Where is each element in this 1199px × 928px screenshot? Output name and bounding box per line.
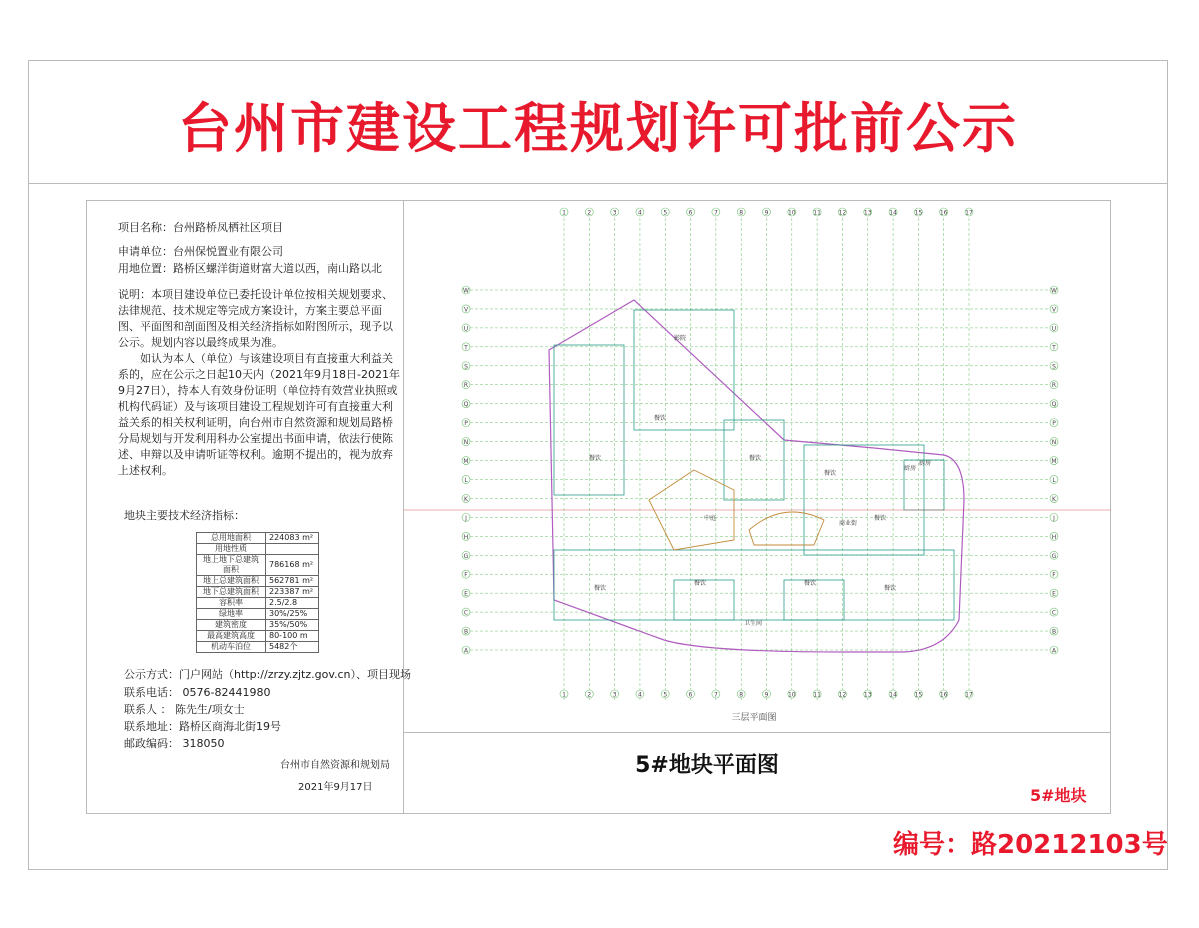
project-name: 项目名称：台州路桥凤栖社区项目 [118,221,283,234]
axis-label: Q [1051,401,1057,409]
axis-label: U [1051,325,1057,333]
axis-label: 15 [914,209,923,217]
indicator-value: 786168 m² [266,555,319,576]
axis-label: G [463,552,469,560]
axis-label: H [463,533,469,541]
contact-person: 联系人 ： 陈先生/项女士 [124,703,245,716]
document-code: 编号：路20212103号 [893,830,1168,860]
room-label: 餐饮 [589,455,602,462]
axis-label: 2 [587,691,592,699]
indicator-value: 5482个 [266,642,319,653]
axis-label: M [1051,458,1057,466]
axis-label: 17 [965,209,973,217]
postcode: 邮政编码： 318050 [124,737,225,750]
room-label: 餐饮 [654,415,667,422]
axis-label: H [1051,533,1057,541]
axis-label: Q [463,401,469,409]
indicator-row [197,598,319,609]
room-label: 商业街 [839,520,858,527]
axis-label: 14 [889,691,897,699]
axis-label: 16 [939,209,948,217]
axis-label: 10 [787,691,796,699]
indicator-row [197,642,319,653]
room-label: 餐饮 [749,455,762,462]
indicator-row [197,609,319,620]
axis-label: T [464,344,468,352]
axis-label: K [1052,495,1056,503]
axis-label: P [1052,420,1056,428]
indicator-table [196,532,319,653]
axis-label: R [1051,382,1057,390]
publish-method: 公示方式：门户网站（http://zrzy.zjtz.gov.cn）、项目现场 [124,668,412,681]
axis-label: A [1051,647,1057,655]
axis-label: P [464,420,468,428]
axis-label: C [1051,609,1057,617]
axis-label: E [464,590,468,598]
axis-label: B [463,628,469,636]
axis-label: T [1052,344,1056,352]
indicator-row [197,631,319,642]
axis-label: 16 [939,691,948,699]
axis-label: 12 [838,209,847,217]
issue-date: 2021年9月17日 [298,782,373,793]
axis-label: 15 [914,691,923,699]
building-outline [549,300,964,652]
floor-plan [404,200,1111,732]
indicator-key: 地上地下总建筑面积 [197,555,266,576]
indicator-value: 562781 m² [266,576,319,587]
axis-label: N [1051,439,1057,447]
axis-label: M [463,458,469,466]
axis-label: U [463,325,469,333]
indicator-value: 30%/25% [266,609,319,620]
indicator-key: 机动车泊位 [197,642,266,653]
room-label: 餐饮 [694,580,707,587]
axis-label: W [463,287,469,295]
axis-label: 1 [562,209,566,217]
axis-label: J [465,514,467,522]
axis-label: 8 [739,209,744,217]
axis-label: 13 [863,691,872,699]
axis-label: L [1052,476,1056,484]
axis-label: 4 [638,691,642,699]
indicator-value [266,544,319,555]
room-label: 卫生间 [744,620,763,627]
page-title: 台州市建设工程规划许可批前公示 [178,97,1018,160]
room-label: 中庭 [704,515,717,522]
axis-label: 14 [889,209,897,217]
indicator-row [197,587,319,598]
room-label: 厨房 [919,460,932,467]
plan-caption: 5#地块平面图 [635,753,779,778]
title-row [28,60,1168,184]
axis-label: 3 [612,691,617,699]
applicant: 申请单位：台州保悦置业有限公司 [118,245,283,258]
axis-label: V [1051,306,1057,314]
axis-label: S [464,363,468,371]
axis-label: J [1053,514,1055,522]
indicator-value: 80-100 m [266,631,319,642]
axis-label: 2 [587,209,592,217]
indicator-key: 地下总建筑面积 [197,587,266,598]
axis-label: 11 [813,691,821,699]
axis-label: 9 [764,209,769,217]
indicator-row [197,544,319,555]
indicator-row [197,576,319,587]
location: 用地位置：路桥区螺洋街道财富大道以西，南山路以北 [118,262,382,275]
axis-label: G [1051,552,1057,560]
description-para-1: 说明：本项目建设单位已委托设计单位按相关规划要求、法律规范、技术规定等完成方案设计，方案主要总平面图、平面图和剖面图及相关经济指标如附图所示，现予以公示。规划内容以最终成果为准。 [118,288,393,349]
indicator-key: 地上总建筑面积 [197,576,266,587]
axis-label: 9 [764,691,769,699]
contact-address: 联系地址：路桥区商海北街19号 [124,720,281,733]
axis-label: E [1052,590,1056,598]
indicator-value: 223387 m² [266,587,319,598]
room-label: 影院 [674,335,687,342]
indicator-key: 总用地面积 [197,533,266,544]
description [118,287,400,479]
axis-label: 3 [612,209,617,217]
axis-label: F [464,571,468,579]
indicator-key: 最高建筑高度 [197,631,266,642]
axis-label: V [463,306,469,314]
plan-divider [404,732,1111,733]
axis-label: C [463,609,469,617]
description-para-2: 如认为本人（单位）与该建设项目有直接重大利益关系的，应在公示之日起10天内（2021年9月18日-2021年9月27日），持本人有效身份证明（单位持有效营业执照或机构代码证）及与该项目建设工程规划许可有直接重大利益关系的相关权利证明，向台州市自然资源和规划局路桥分局规划与开发利用科办公室提出书面申请，依法行使陈述、申辩以及申请听证等权利。逾期不提出的，视为放弃上述权利。 [118,352,400,477]
indicator-row [197,533,319,544]
indicator-row [197,555,319,576]
axis-label: L [464,476,468,484]
axis-label: F [1052,571,1056,579]
indicator-value: 2.5/2.8 [266,598,319,609]
axis-label: B [1051,628,1057,636]
axis-label: S [1052,363,1056,371]
room-label: 厨房 [904,465,917,472]
indicator-key: 用地性质 [197,544,266,555]
indicator-row [197,620,319,631]
indicator-value: 224083 m² [266,533,319,544]
indicator-key: 容积率 [197,598,266,609]
room-label: 餐饮 [594,585,607,592]
axis-label: A [463,647,469,655]
indicator-title: 地块主要技术经济指标： [124,509,245,522]
room-label: 餐饮 [824,470,837,477]
axis-label: 1 [562,691,566,699]
axis-label: K [464,495,468,503]
room-label: 餐饮 [804,580,817,587]
room-label: 餐饮 [884,585,897,592]
indicator-key: 建筑密度 [197,620,266,631]
issuer: 台州市自然资源和规划局 [280,760,390,771]
axis-label: 4 [638,209,642,217]
floor-label: 三层平面图 [731,713,777,723]
axis-label: 7 [713,691,718,699]
axis-label: R [463,382,469,390]
axis-label: 6 [688,209,693,217]
axis-label: 13 [863,209,872,217]
contact-phone: 联系电话： 0576-82441980 [124,686,271,699]
room-label: 餐饮 [874,515,887,522]
floor-plan-drawing [404,200,1111,732]
axis-label: 12 [838,691,847,699]
axis-label: 6 [688,691,693,699]
axis-label: 5 [663,209,668,217]
indicator-key: 绿地率 [197,609,266,620]
axis-label: 17 [965,691,973,699]
axis-label: 7 [713,209,718,217]
axis-label: W [1051,287,1057,295]
axis-label: 11 [813,209,821,217]
axis-label: 5 [663,691,668,699]
axis-label: N [463,439,469,447]
indicator-value: 35%/50% [266,620,319,631]
axis-label: 8 [739,691,744,699]
axis-label: 10 [787,209,796,217]
plot-label: 5#地块 [1030,786,1087,805]
